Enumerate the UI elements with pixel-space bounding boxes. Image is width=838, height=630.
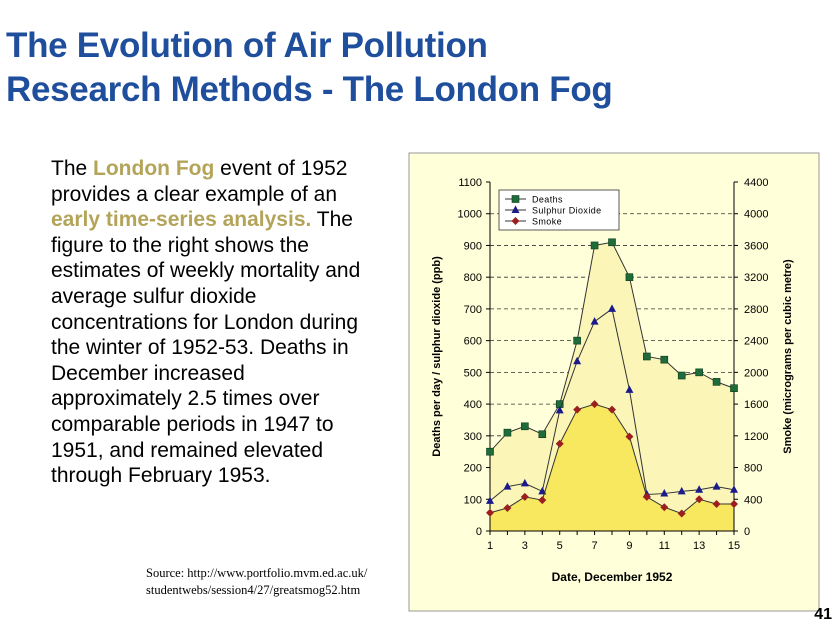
left-tick-label: 500 xyxy=(463,367,482,380)
body-paragraph xyxy=(51,156,381,489)
legend-label-smoke: Smoke xyxy=(532,216,563,227)
legend-label-sulphur-dioxide: Sulphur Dioxide xyxy=(532,205,602,216)
legend-marker xyxy=(512,196,519,203)
highlight-london-fog: London Fog xyxy=(93,157,215,180)
x-tick-label: 13 xyxy=(693,540,706,552)
x-tick-label: 5 xyxy=(556,540,563,552)
deaths-point xyxy=(731,385,738,392)
deaths-point xyxy=(521,423,528,430)
source-citation xyxy=(146,565,406,599)
deaths-point xyxy=(574,337,581,344)
deaths-point xyxy=(504,429,511,436)
right-tick-label: 4000 xyxy=(744,208,769,221)
deaths-point xyxy=(609,239,616,246)
title-line-1: The Evolution of Air Pollution xyxy=(6,26,488,65)
deaths-point xyxy=(661,356,668,363)
title-line-2: Research Methods - The London Fog xyxy=(6,70,613,109)
left-tick-label: 400 xyxy=(463,399,482,412)
left-tick-label: 600 xyxy=(463,335,482,348)
x-tick-label: 15 xyxy=(727,540,741,552)
x-tick-label: 7 xyxy=(591,540,598,552)
right-tick-label: 2000 xyxy=(744,367,769,380)
x-tick-label: 11 xyxy=(658,540,670,552)
right-tick-label: 2400 xyxy=(744,335,769,348)
right-tick-label: 1600 xyxy=(744,399,769,412)
deaths-point xyxy=(487,448,494,455)
deaths-point xyxy=(713,378,720,385)
highlight-time-series: early time-series analysis. xyxy=(51,208,312,232)
deaths-point xyxy=(678,372,685,379)
right-tick-label: 4400 xyxy=(744,177,769,189)
deaths-point xyxy=(591,242,598,249)
right-tick-label: 3600 xyxy=(744,240,769,253)
deaths-point xyxy=(643,353,650,360)
deaths-point xyxy=(626,274,633,281)
source-line-2: studentwebs/session4/27/greatsmog52.htm xyxy=(146,583,361,597)
x-axis-title: Date, December 1952 xyxy=(551,570,673,584)
left-tick-label: 800 xyxy=(463,272,482,285)
left-tick-label: 1100 xyxy=(458,177,482,189)
right-tick-label: 1200 xyxy=(744,430,769,443)
slide-title xyxy=(6,24,613,112)
legend-label-deaths: Deaths xyxy=(532,194,563,205)
y-axis-title-right: Smoke (micrograms per cubic metre) xyxy=(782,259,794,454)
right-tick-label: 400 xyxy=(744,494,763,507)
right-tick-label: 800 xyxy=(744,462,763,475)
left-tick-label: 0 xyxy=(475,526,482,538)
body-text-3: The figure to the right shows the estimates of weekly mortality and average sulfur dioxide concentrations for London during the winter of 1952-53. Deaths in December increased approximately 2.5 times over comparable periods in 1947 to 1951, and remained elevated through February 1953. xyxy=(51,208,361,488)
deaths-point xyxy=(696,369,703,376)
right-tick-label: 2800 xyxy=(744,303,769,316)
london-fog-chart xyxy=(408,152,820,612)
left-tick-label: 200 xyxy=(463,462,482,475)
y-axis-title-left: Deaths per day / sulphur dioxide (ppb) xyxy=(431,256,443,457)
left-tick-label: 900 xyxy=(463,240,482,253)
page-number: 41 xyxy=(814,606,832,623)
deaths-point xyxy=(539,431,546,438)
body-text-2: event of 1952 provides a clear example of an xyxy=(51,157,348,206)
body-text-1: The xyxy=(51,157,94,180)
right-tick-label: 0 xyxy=(744,526,751,538)
x-tick-label: 3 xyxy=(521,540,528,552)
x-tick-label: 9 xyxy=(626,540,633,552)
left-tick-label: 1000 xyxy=(457,208,482,221)
right-tick-label: 3200 xyxy=(744,272,769,285)
x-tick-label: 1 xyxy=(486,540,494,552)
left-tick-label: 700 xyxy=(463,303,482,316)
left-tick-label: 300 xyxy=(463,430,482,443)
source-line-1: Source: http://www.portfolio.mvm.ed.ac.uk/ xyxy=(146,566,368,580)
left-tick-label: 100 xyxy=(463,494,482,507)
